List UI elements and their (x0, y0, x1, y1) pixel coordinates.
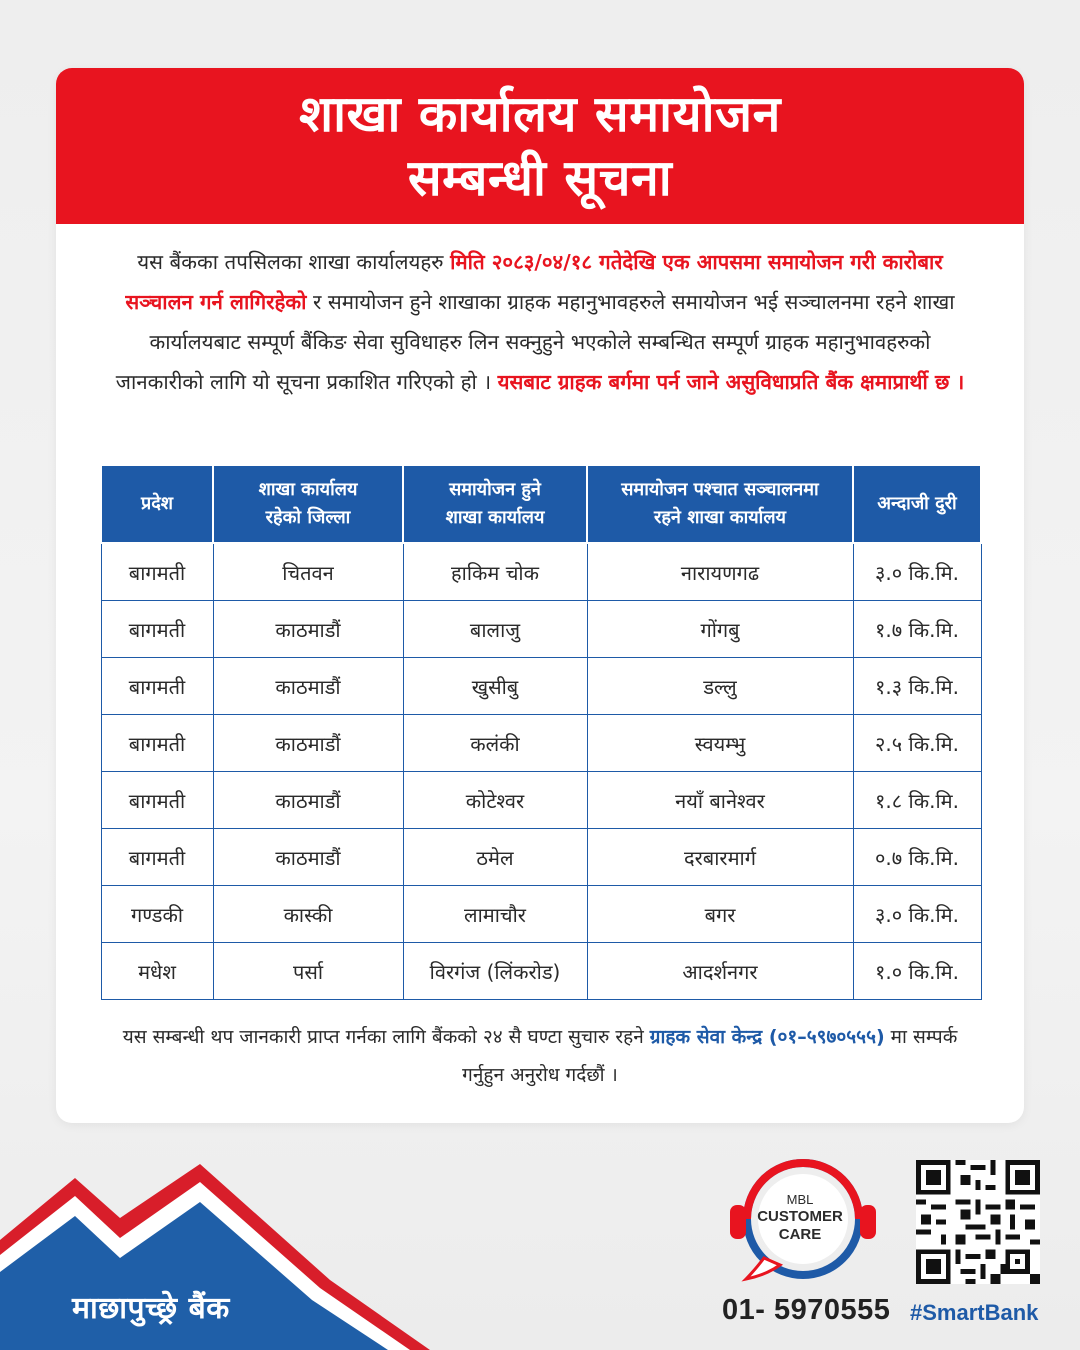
cell-distance: ०.७ कि.मि. (853, 829, 981, 886)
care-label-care: CARE (778, 1226, 822, 1243)
cell-operating-branch: बगर (587, 886, 853, 943)
col-header-operating-branch: समायोजन पश्चात सञ्चालनमा रहने शाखा कार्यालय (587, 465, 853, 543)
cell-province: बागमती (101, 658, 213, 715)
cell-province: बागमती (101, 772, 213, 829)
customer-care-phone[interactable]: 01- 5970555 (722, 1294, 891, 1326)
customer-care-badge (742, 1192, 858, 1244)
notice-title-line-1: शाखा कार्यालय समायोजन (299, 85, 781, 143)
notice-title-line-2: सम्बन्धी सूचना (407, 149, 673, 207)
col-header-district: शाखा कार्यालय रहेको जिल्ला (213, 465, 403, 543)
care-label-mbl: MBL (786, 1192, 814, 1207)
cell-distance: ३.० कि.मि. (853, 543, 981, 601)
cell-province: मधेश (101, 943, 213, 1000)
cell-operating-branch: दरबारमार्ग (587, 829, 853, 886)
table-row (101, 658, 981, 715)
cell-district: काठमाडौं (213, 829, 403, 886)
cell-operating-branch: डल्लु (587, 658, 853, 715)
qr-code-icon[interactable] (916, 1160, 1040, 1284)
table-row (101, 886, 981, 943)
cell-province: गण्डकी (101, 886, 213, 943)
cell-district: काठमाडौं (213, 601, 403, 658)
cell-operating-branch: नयाँ बानेश्वर (587, 772, 853, 829)
cell-distance: २.५ कि.मि. (853, 715, 981, 772)
cell-operating-branch: नारायणगढ (587, 543, 853, 601)
cell-merging-branch: बालाजु (403, 601, 587, 658)
cell-province: बागमती (101, 543, 213, 601)
cell-distance: १.७ कि.मि. (853, 601, 981, 658)
notice-footer-text (112, 1018, 968, 1094)
cell-distance: १.३ कि.मि. (853, 658, 981, 715)
cell-merging-branch: खुसीबु (403, 658, 587, 715)
customer-service-link[interactable]: ग्राहक सेवा केन्द्र (०१–५९७०५५५) (649, 1026, 885, 1048)
cell-merging-branch: ठमेल (403, 829, 587, 886)
branch-merger-table (100, 464, 982, 1000)
table-row (101, 829, 981, 886)
cell-merging-branch: हाकिम चोक (403, 543, 587, 601)
cell-district: काठमाडौं (213, 715, 403, 772)
table-row (101, 943, 981, 1000)
smartbank-hashtag: #SmartBank (910, 1300, 1039, 1325)
cell-merging-branch: विरगंज (लिंकरोड) (403, 943, 587, 1000)
notice-intro (112, 242, 968, 402)
table-row (101, 601, 981, 658)
intro-text-1: यस बैंकका तपसिलका शाखा कार्यालयहरु (137, 250, 451, 274)
cell-province: बागमती (101, 829, 213, 886)
intro-highlight-1: मिति २०८३/०४/१८ गतेदेखि एक आपसमा समायोजन गरी कारोबार सञ्चालन गर्न लागिरहेको (125, 250, 943, 314)
table-row (101, 772, 981, 829)
cell-operating-branch: आदर्शनगर (587, 943, 853, 1000)
cell-district: कास्की (213, 886, 403, 943)
cell-operating-branch: गोंगबु (587, 601, 853, 658)
footer-text-1: यस सम्बन्धी थप जानकारी प्राप्त गर्नका लागि बैंकको २४ सै घण्टा सुचारु रहने (122, 1026, 650, 1048)
cell-merging-branch: लामाचौर (403, 886, 587, 943)
cell-district: पर्सा (213, 943, 403, 1000)
intro-highlight-2: यसबाट ग्राहक बर्गमा पर्न जाने असुविधाप्रति बैंक क्षमाप्रार्थी छ । (497, 370, 965, 394)
col-header-merging-branch: समायोजन हुने शाखा कार्यालय (403, 465, 587, 543)
intro-text-2: र समायोजन हुने शाखाका ग्राहक महानुभावहरुले समायोजन भई सञ्चालनमा रहने शाखा कार्यालयबाट सम्पूर्ण बैंकिङ सेवा सुविधाहरु लिन सक्नुहुने भएकोले सम्बन्धित सम्पूर्ण ग्राहक महानुभावहरुको जानकारीको लागि यो सूचना प्रकाशित गरिएको हो । (115, 290, 955, 394)
cell-merging-branch: कलंकी (403, 715, 587, 772)
notice-card (56, 68, 1024, 1123)
cell-merging-branch: कोटेश्वर (403, 772, 587, 829)
cell-distance: ३.० कि.मि. (853, 886, 981, 943)
col-header-province: प्रदेश (101, 465, 213, 543)
cell-distance: १.० कि.मि. (853, 943, 981, 1000)
cell-province: बागमती (101, 715, 213, 772)
bank-name: माछापुच्छ्रे बैंक (72, 1291, 230, 1326)
cell-province: बागमती (101, 601, 213, 658)
cell-district: चितवन (213, 543, 403, 601)
table-row (101, 543, 981, 601)
cell-district: काठमाडौं (213, 658, 403, 715)
care-label-customer: CUSTOMER (757, 1208, 843, 1225)
table-header-row (101, 465, 981, 543)
footer-text-2: मा सम्पर्क गर्नुहुन अनुरोध गर्दछौं । (462, 1026, 958, 1086)
table-row (101, 715, 981, 772)
cell-district: काठमाडौं (213, 772, 403, 829)
cell-operating-branch: स्वयम्भु (587, 715, 853, 772)
cell-distance: १.८ कि.मि. (853, 772, 981, 829)
col-header-distance: अन्दाजी दुरी (853, 465, 981, 543)
notice-header (56, 68, 1024, 224)
